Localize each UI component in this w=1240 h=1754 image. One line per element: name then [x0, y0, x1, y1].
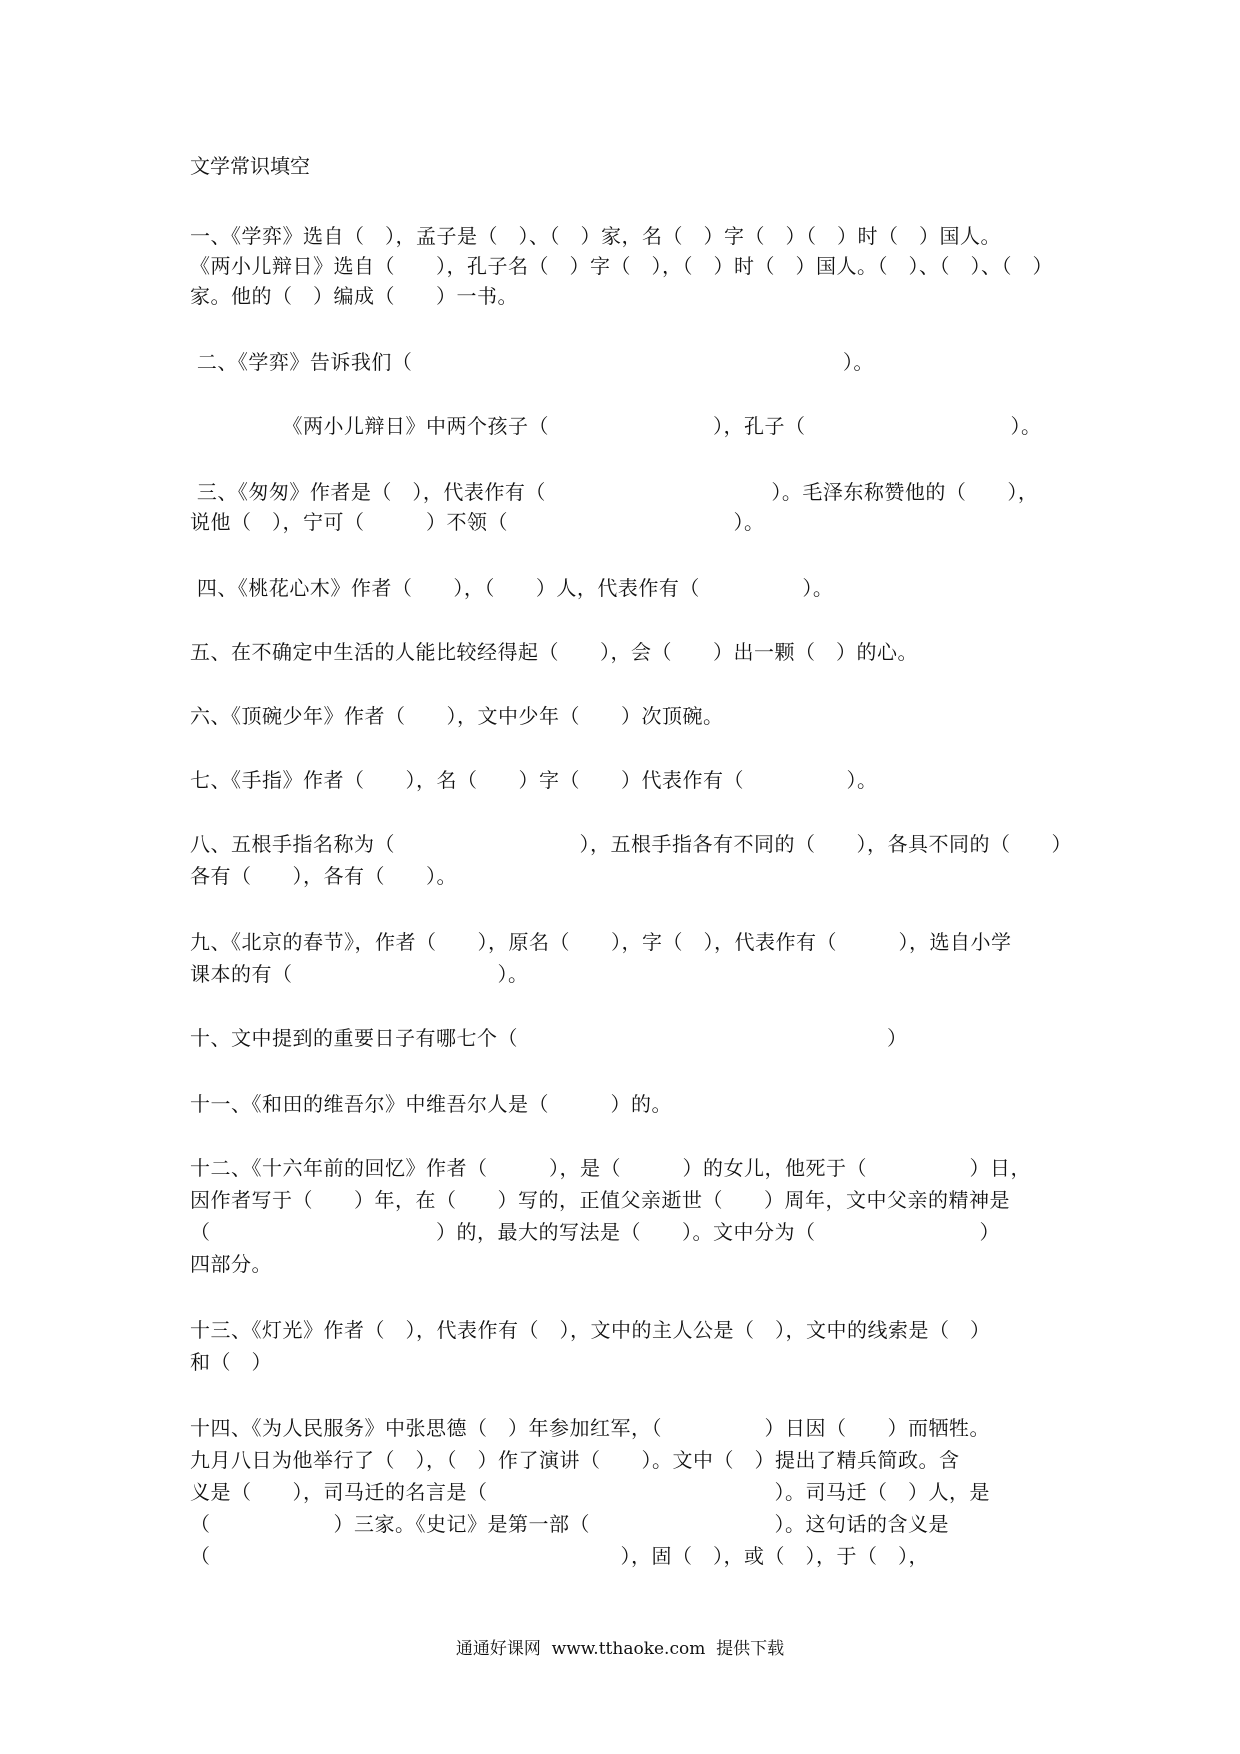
text-line: 因作者写于（ ）年，在（ ）写的，正值父亲逝世（ ）周年，文中父亲的精神是	[190, 1188, 1010, 1212]
text-line: 说他（ ），宁可（ ）不领（ ）。	[190, 510, 765, 534]
text-line: （ ）三家。《史记》是第一部（ ）。这句话的含义是	[190, 1512, 949, 1536]
text-line: （ ），固（ ），或（ ），于（ ），	[190, 1544, 929, 1568]
text-line: 二、《学弈》告诉我们（ ）。	[190, 350, 874, 374]
text-line: 一、《学弈》选自（ ），孟子是（ ）、（ ）家，名（ ）字（ ）（ ）时（ ）国人。	[190, 224, 1001, 248]
text-line: 四、《桃花心木》作者（ ），（ ）人，代表作有（ ）。	[190, 576, 834, 600]
text-line: 家。他的（ ）编成（ ）一书。	[190, 284, 518, 308]
text-line: 十、文中提到的重要日子有哪七个（ ）	[190, 1026, 908, 1050]
text-line: 十二、《十六年前的回忆》作者（ ），是（ ）的女儿，他死于（ ）日，	[190, 1156, 1031, 1180]
text-line: 十四、《为人民服务》中张思德（ ）年参加红军，（ ）日因（ ）而牺牲。	[190, 1416, 990, 1440]
text-line: 八、五根手指名称为（ ），五根手指各有不同的（ ），各具不同的（ ）	[190, 832, 1072, 856]
footer-credit: 通通好课网 www.tthaoke.com 提供下载	[455, 1639, 785, 1659]
text-line: 《两小儿辩日》中两个孩子（ ），孔子（ ）。	[190, 414, 1042, 438]
text-line: 六、《顶碗少年》作者（ ），文中少年（ ）次顶碗。	[190, 704, 724, 728]
text-line: 义是（ ），司马迁的名言是（ ）。司马迁（ ）人，是	[190, 1480, 990, 1504]
text-line: （ ）的，最大的写法是（ ）。文中分为（ ）	[190, 1220, 1000, 1244]
text-line: 十三、《灯光》作者（ ），代表作有（ ），文中的主人公是（ ），文中的线索是（ ）	[190, 1318, 991, 1342]
text-line: 三、《匆匆》作者是（ ），代表作有（ ）。毛泽东称赞他的（ ），	[190, 480, 1039, 504]
text-line: 和（ ）	[190, 1350, 272, 1374]
text-line: 各有（ ），各有（ ）。	[190, 864, 457, 888]
text-line: 《两小儿辩日》选自（ ），孔子名（ ）字（ ），（ ）时（ ）国人。（ ）、（ ）、（ ）	[190, 254, 1053, 278]
text-line: 九月八日为他举行了（ ），（ ）作了演讲（ ）。文中（ ）提出了精兵简政。含	[190, 1448, 960, 1472]
text-line: 四部分。	[190, 1252, 272, 1276]
text-line: 五、在不确定中生活的人能比较经得起（ ），会（ ）出一颗（ ）的心。	[190, 640, 918, 664]
text-line: 七、《手指》作者（ ），名（ ）字（ ）代表作有（ ）。	[190, 768, 878, 792]
text-line: 课本的有（ ）。	[190, 962, 529, 986]
text-line: 十一、《和田的维吾尔》中维吾尔人是（ ）的。	[190, 1092, 672, 1116]
document-title: 文学常识填空	[190, 154, 310, 178]
text-line: 九、《北京的春节》，作者（ ），原名（ ），字（ ），代表作有（ ），选自小学	[190, 930, 1012, 954]
